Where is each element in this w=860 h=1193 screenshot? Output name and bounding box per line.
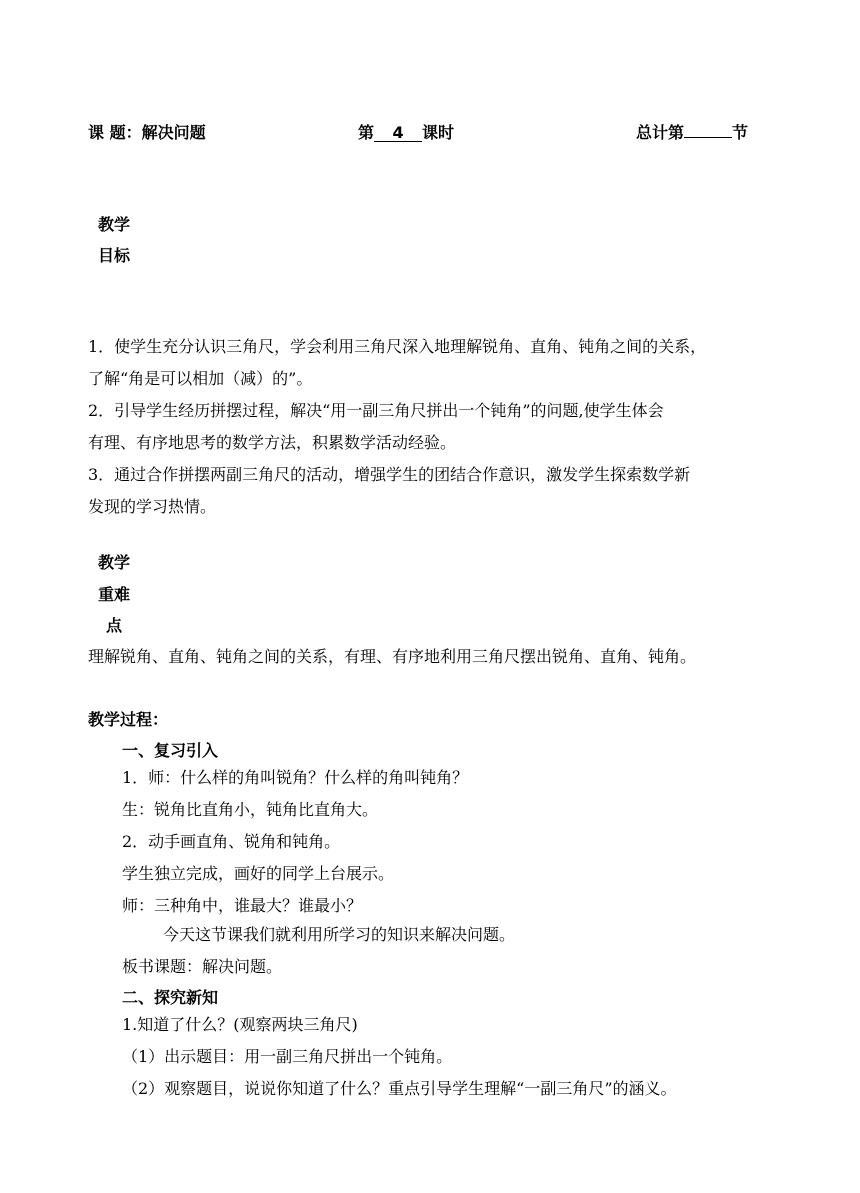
keypoints-text: 理解锐角、直角、钝角之间的关系，有理、有序地利用三角尺摆出锐角、直角、钝角。 <box>88 647 697 666</box>
total-number-field <box>636 120 748 143</box>
lesson-number: 4 <box>374 124 422 142</box>
total-number <box>684 137 732 138</box>
board-line: 板书课题：解决问题。 <box>122 957 283 976</box>
process-line: 学生独立完成，画好的同学上台展示。 <box>122 864 395 883</box>
goals-label-line1: 教学 <box>98 215 131 234</box>
lesson-prefix: 第 <box>358 123 375 142</box>
keypoints-label-line3: 点 <box>106 616 123 635</box>
explore-lines <box>122 1009 677 1105</box>
process-line: 1.知道了什么？(观察两块三角尺) <box>122 1015 358 1034</box>
section-explore: 二、探究新知 <box>122 988 219 1007</box>
process-line: 2．动手画直角、锐角和钝角。 <box>122 832 341 851</box>
goal-line: 了解“角是可以相加（减）的”。 <box>88 369 313 388</box>
lesson-suffix: 课时 <box>422 123 455 142</box>
process-line: 师：三种角中，谁最大？谁最小？ <box>122 896 363 915</box>
process-line: 生：锐角比直角小，钝角比直角大。 <box>122 800 379 819</box>
total-suffix: 节 <box>732 123 749 142</box>
process-line: 1．师：什么样的角叫锐角？什么样的角叫钝角？ <box>122 768 469 787</box>
process-title: 教学过程： <box>88 710 169 729</box>
review-lines <box>122 762 468 922</box>
goals-list <box>88 331 706 523</box>
goal-line: 1．使学生充分认识三角尺，学会利用三角尺深入地理解锐角、直角、钝角之间的关系， <box>88 337 707 356</box>
keypoints-label-line1: 教学 <box>98 553 131 572</box>
keypoints-label-line2: 重难 <box>98 585 131 604</box>
process-line: （1）出示题目：用一副三角尺拼出一个钝角。 <box>122 1047 453 1066</box>
process-line: （2）观察题目，说说你知道了什么？重点引导学生理解“一副三角尺”的涵义。 <box>122 1079 677 1098</box>
goal-line: 2．引导学生经历拼摆过程，解决“用一副三角尺拼出一个钝角”的问题,使学生体会 <box>88 401 664 420</box>
goal-line: 有理、有序地思考的数学方法，积累数学活动经验。 <box>88 433 457 452</box>
indented-line: 今天这节课我们就利用所学习的知识来解决问题。 <box>163 925 516 944</box>
total-prefix: 总计第 <box>636 123 685 142</box>
goals-label-line2: 目标 <box>98 246 131 265</box>
section-review: 一、复习引入 <box>122 741 219 760</box>
goal-line: 发现的学习热情。 <box>88 497 217 516</box>
topic-label: 课 题：解决问题 <box>88 123 206 142</box>
goal-line: 3．通过合作拼摆两副三角尺的活动，增强学生的团结合作意识，激发学生探索数学新 <box>88 465 691 484</box>
lesson-number-field <box>358 120 454 143</box>
